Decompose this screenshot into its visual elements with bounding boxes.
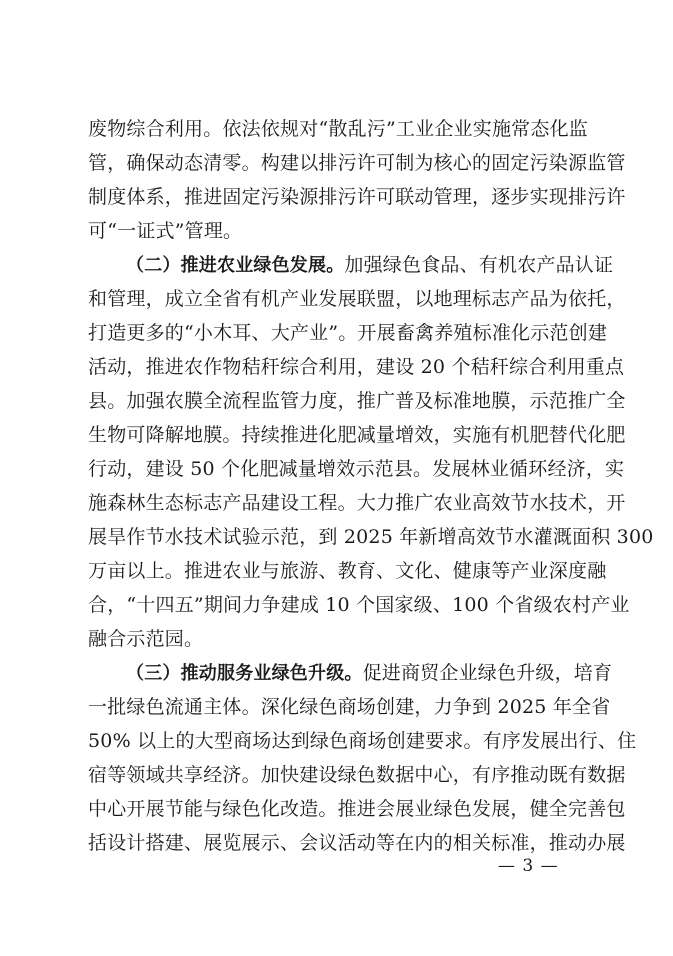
paragraph-line: 行动，建设 50 个化肥减量增效示范县。发展林业循环经济，实: [88, 458, 625, 480]
paragraph-line: 展旱作节水技术试验示范，到 2025 年新增高效节水灌溉面积 300: [88, 526, 654, 548]
paragraph-line: 一批绿色流通主体。深化绿色商场创建，力争到 2025 年全省: [88, 696, 611, 718]
paragraph-line: 括设计搭建、展览展示、会议活动等在内的相关标准，推动办展: [88, 832, 626, 854]
page-number: — 3 —: [498, 856, 559, 876]
paragraph-text: 促进商贸企业绿色升级，培育: [362, 662, 613, 684]
paragraph-3: [88, 656, 637, 860]
paragraph-line: 制度体系，推进固定污染源排污许可联动管理，逐步实现排污许: [88, 186, 626, 208]
paragraph-line: 施森林生态标志产品建设工程。大力推广农业高效节水技术，开: [88, 492, 626, 514]
paragraph-line: 管，确保动态清零。构建以排污许可制为核心的固定污染源监管: [88, 152, 626, 174]
paragraph-first-line: [88, 248, 614, 282]
section-heading: （二）推进农业绿色发展。: [126, 255, 345, 276]
paragraph-line: 活动，推进农作物秸秆综合利用，建设 20 个秸秆综合利用重点: [88, 356, 625, 378]
section-heading: （三）推动服务业绿色升级。: [126, 663, 363, 684]
paragraph-line: 和管理，成立全省有机产业发展联盟，以地理标志产品为依托，: [88, 288, 626, 310]
paragraph-line: 废物综合利用。依法依规对“散乱污”工业企业实施常态化监: [88, 118, 588, 140]
paragraph-line: 中心开展节能与绿色化改造。推进会展业绿色发展，健全完善包: [88, 798, 626, 820]
paragraph-line: 宿等领域共享经济。加快建设绿色数据中心，有序推动既有数据: [88, 764, 626, 786]
paragraph-text: 加强绿色食品、有机农产品认证: [344, 254, 614, 276]
paragraph-2: [88, 248, 654, 656]
paragraph-line: 融合示范园。: [88, 628, 204, 650]
paragraph-line: 生物可降解地膜。持续推进化肥减量增效，实施有机肥替代化肥: [88, 424, 626, 446]
paragraph-line: 合，“十四五”期间力争建成 10 个国家级、100 个省级农村产业: [88, 594, 630, 616]
paragraph-first-line: [88, 656, 613, 690]
paragraph-line: 万亩以上。推进农业与旅游、教育、文化、健康等产业深度融: [88, 560, 607, 582]
paragraph-line: 县。加强农膜全流程监管力度，推广普及标准地膜，示范推广全: [88, 390, 626, 412]
paragraph-1: [88, 112, 626, 248]
paragraph-line: 可“一证式”管理。: [88, 220, 243, 242]
paragraph-line: 打造更多的“小木耳、大产业”。开展畜禽养殖标准化示范创建: [88, 322, 608, 344]
paragraph-line: 50% 以上的大型商场达到绿色商场创建要求。有序发展出行、住: [88, 730, 637, 752]
